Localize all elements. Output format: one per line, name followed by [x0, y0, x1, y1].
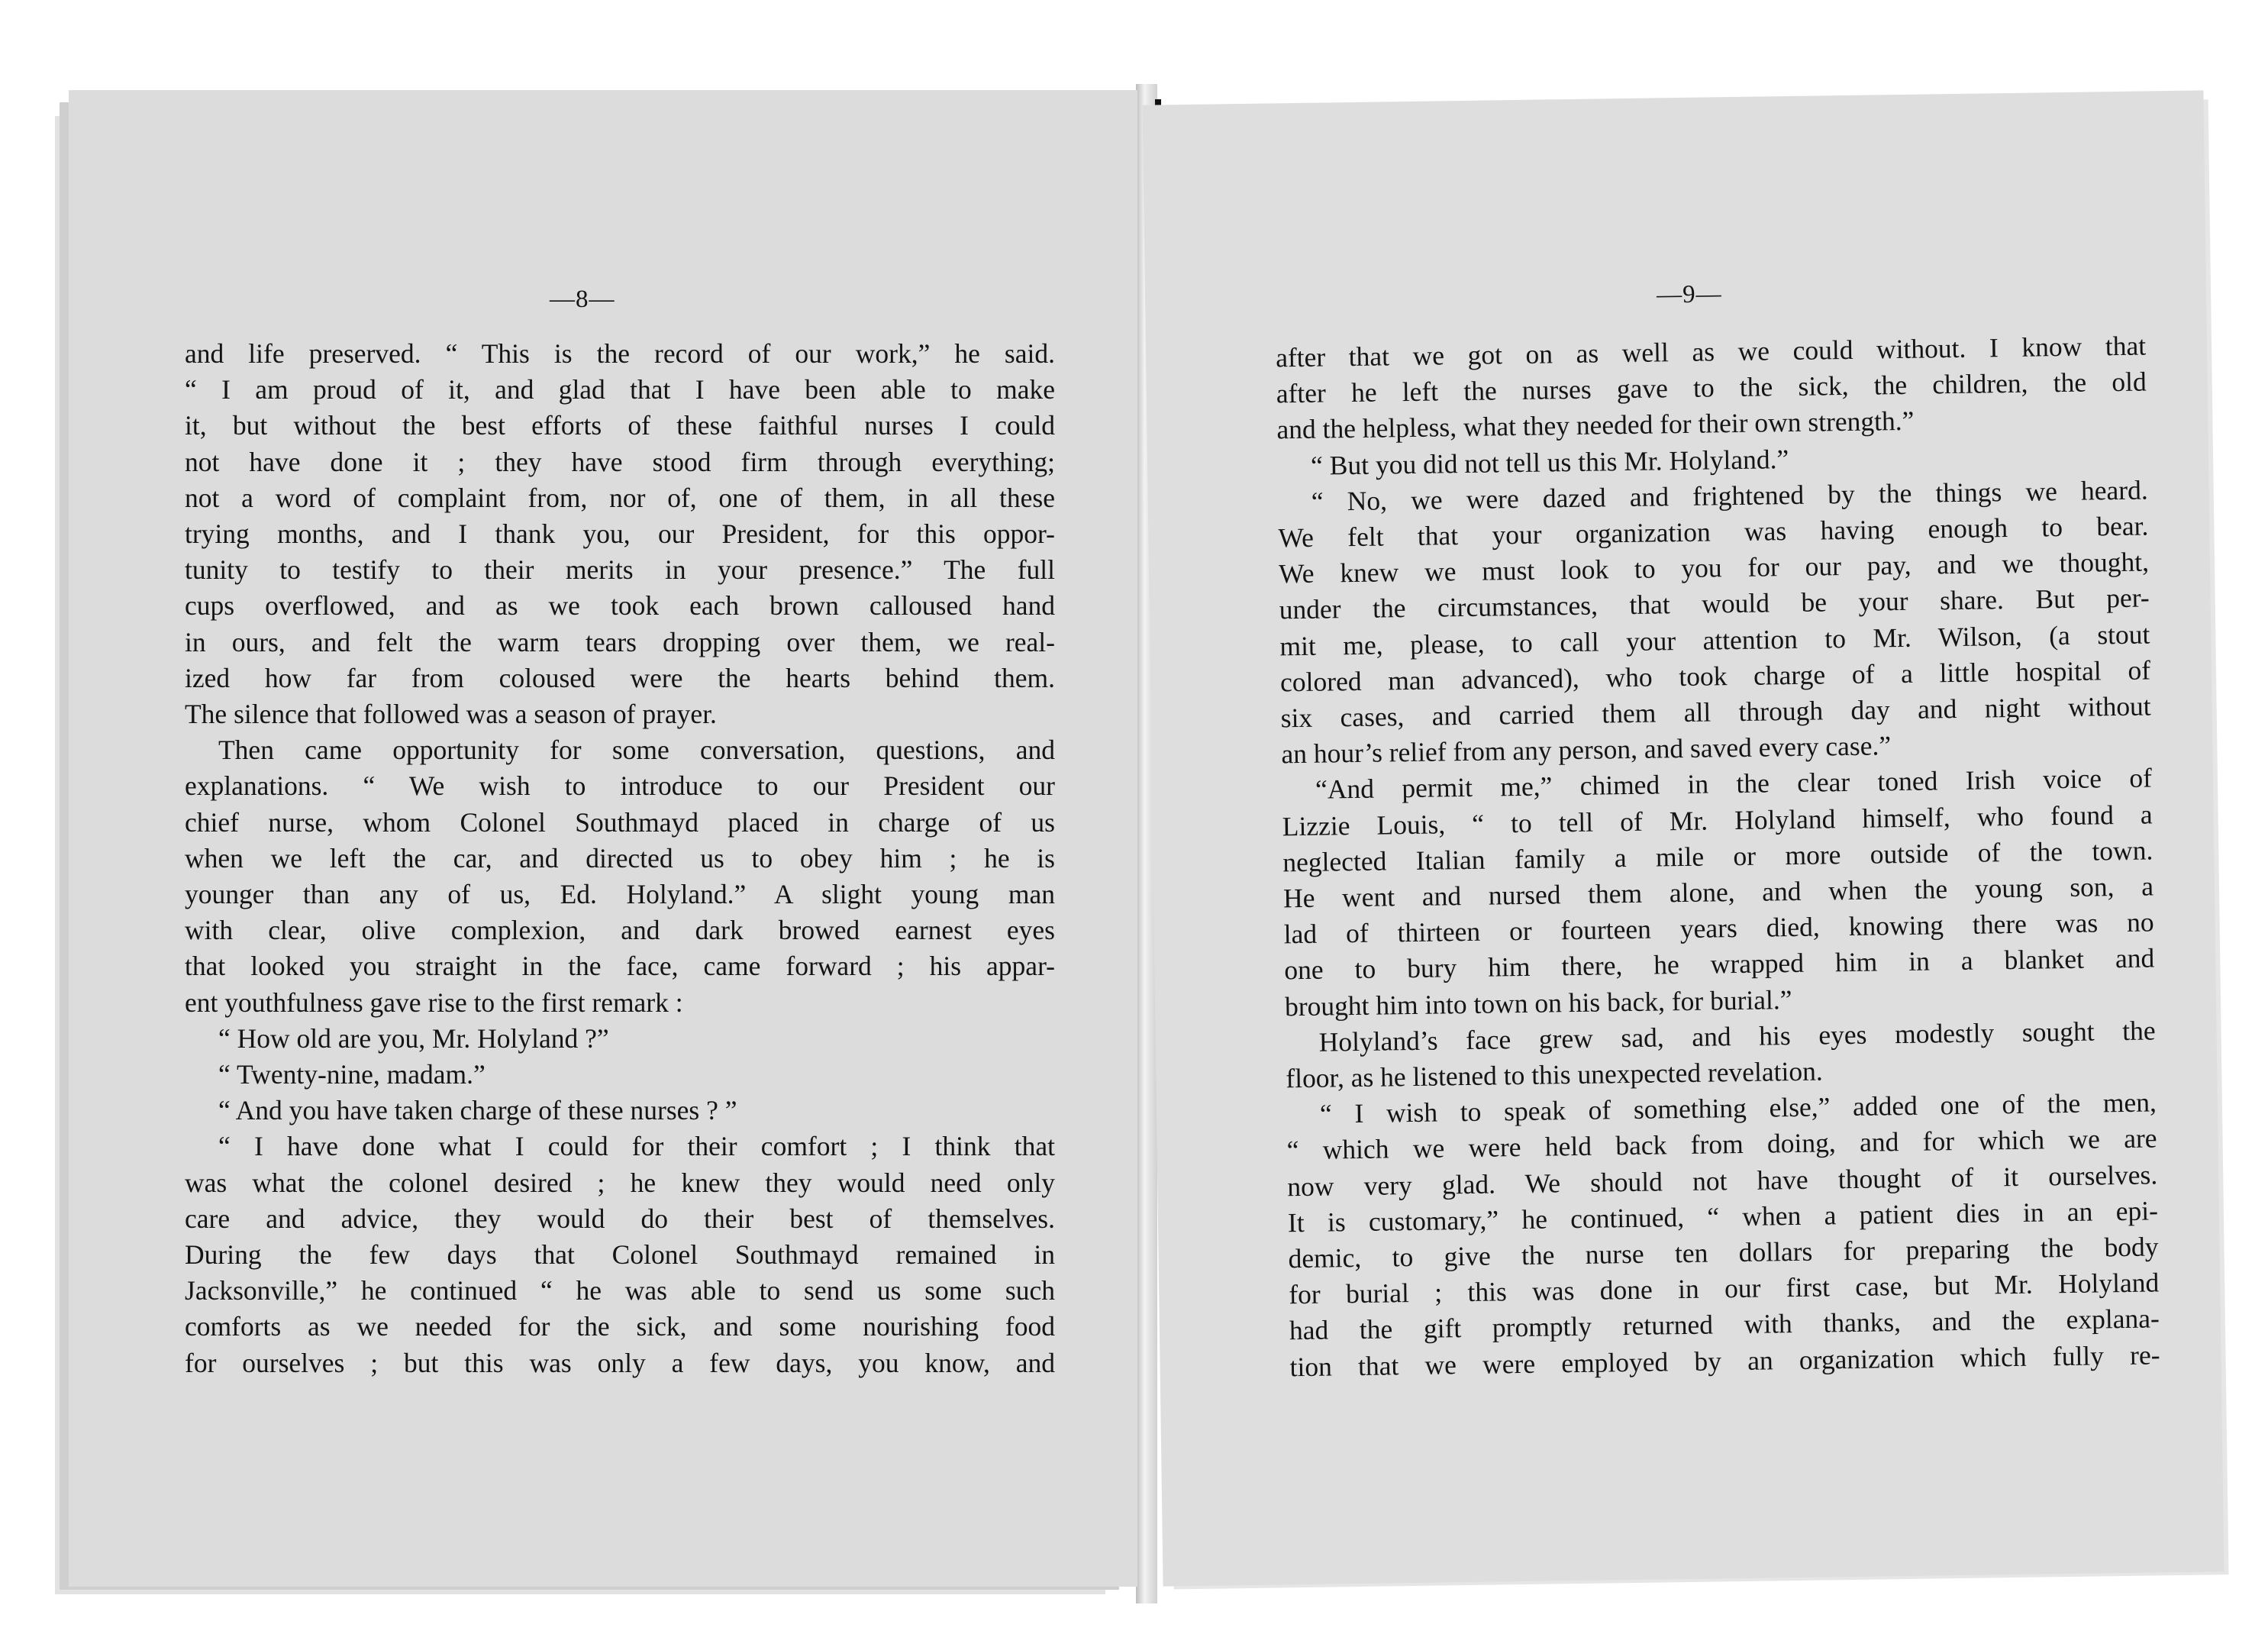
text-line: “ And you have taken charge of these nurses ? ”: [218, 1095, 737, 1126]
text-line: and life preserved. “ This is the record of our work,” he said.: [185, 338, 1055, 369]
text-line: tunity to testify to their merits in your presence.” The full: [185, 554, 1055, 586]
text-line: “ How old are you, Mr. Holyland ?”: [218, 1022, 609, 1054]
text-line: not have done it ; they have stood firm through everything;: [185, 446, 1055, 477]
text-line: that looked you straight in the face, came forward ; his appar-: [185, 951, 1055, 982]
text-line: with clear, olive complexion, and dark browed earnest eyes: [185, 915, 1055, 946]
text-line: was what the colonel desired ; he knew they would need only: [185, 1167, 1055, 1198]
text-line: “ But you did not tell us this Mr. Holyland.”: [1310, 443, 1789, 481]
text-line: an hour’s relief from any person, and saved every case.”: [1281, 730, 1892, 770]
left-page: [69, 90, 1137, 1587]
text-line: It is customary,” he continued, “ when a patient dies in an epi-: [1287, 1195, 2159, 1238]
text-line: mit me, please, to call your attention to Mr. Wilson, (a stout: [1279, 618, 2150, 661]
text-line: it, but without the best efforts of these faithful nurses I could: [185, 410, 1055, 441]
text-line: “ I have done what I could for their comfort ; I think that: [218, 1131, 1055, 1162]
text-line: floor, as he listened to this unexpected revelation.: [1286, 1055, 1823, 1094]
text-line: now very glad. We should not have thought of it ourselves.: [1287, 1159, 2158, 1202]
right-page-text: [1276, 328, 2160, 1385]
text-line: and the helpless, what they needed for their own strength.”: [1276, 405, 1915, 445]
right-page: [1143, 90, 2224, 1586]
text-line: chief nurse, whom Colonel Southmayd placed in charge of us: [185, 806, 1055, 838]
text-line: Jacksonville,” he continued “ he was able to send us some such: [185, 1275, 1055, 1306]
text-line: in ours, and felt the warm tears dropping over them, we real-: [185, 626, 1055, 657]
text-line: when we left the car, and directed us to obey him ; he is: [185, 842, 1055, 874]
text-line: During the few days that Colonel Southmayd remained in: [185, 1239, 1055, 1271]
text-line: explanations. “ We wish to introduce to our President our: [185, 770, 1055, 802]
text-line: We felt that your organization was having enough to bear.: [1278, 510, 2149, 554]
page-number-right: —9—: [1656, 280, 1722, 309]
text-line: Holyland’s face grew sad, and his eyes modestly sought the: [1318, 1015, 2156, 1058]
text-line: for burial ; this was done in our first case, but Mr. Holyland: [1289, 1267, 2160, 1310]
text-line: “ Twenty-nine, madam.”: [218, 1059, 486, 1090]
text-line: lad of thirteen or fourteen years died, knowing there was no: [1283, 906, 2154, 950]
text-line: brought him into town on his back, for burial.”: [1284, 983, 1792, 1022]
text-line: colored man advanced), who took charge of a little hospital of: [1279, 654, 2151, 698]
text-line: after that we got on as well as we could without. I know that: [1275, 330, 2147, 373]
text-line: tion that we were employed by an organization which fully re-: [1289, 1339, 2160, 1382]
text-line: comforts as we needed for the sick, and some nourishing food: [185, 1311, 1055, 1342]
text-line: “ I wish to speak of something else,” added one of the men,: [1319, 1087, 2157, 1129]
text-line: after he left the nurses gave to the sick, the children, the old: [1276, 366, 2147, 409]
text-line: The silence that followed was a season of prayer.: [185, 699, 717, 730]
text-line: six cases, and carried them all through day and night without: [1280, 690, 2151, 734]
text-line: “ I am proud of it, and glad that I have been able to make: [185, 374, 1055, 405]
text-line: under the circumstances, that would be your share. But per-: [1279, 582, 2150, 625]
text-line: “And permit me,” chimed in the clear toned Irish voice of: [1315, 762, 2153, 806]
text-line: Then came opportunity for some conversation, questions, and: [218, 735, 1055, 766]
text-line: not a word of complaint from, nor of, one of them, in all these: [185, 482, 1055, 513]
text-line: trying months, and I thank you, our President, for this oppor-: [185, 518, 1055, 550]
text-line: cups overflowed, and as we took each brown calloused hand: [185, 590, 1055, 622]
text-line: Lizzie Louis, “ to tell of Mr. Holyland himself, who found a: [1282, 799, 2153, 841]
text-line: He went and nursed them alone, and when the young son, a: [1282, 870, 2154, 914]
text-line: ent youthfulness gave rise to the first remark :: [185, 987, 683, 1018]
text-line: “ which we were held back from doing, and for which we are: [1286, 1122, 2157, 1166]
text-line: had the gift promptly returned with thanks, and the explana-: [1289, 1303, 2160, 1346]
text-line: ized how far from coloused were the hearts behind them.: [185, 662, 1055, 693]
text-line: younger than any of us, Ed. Holyland.” A slight young man: [185, 879, 1055, 910]
text-line: care and advice, they would do their best of themselves.: [185, 1203, 1055, 1234]
left-page-text: [185, 336, 1055, 1381]
text-line: for ourselves ; but this was only a few days, you know, and: [185, 1347, 1055, 1378]
text-line: demic, to give the nurse ten dollars for preparing the body: [1288, 1231, 2159, 1274]
page-number-left: —8—: [550, 286, 615, 313]
text-line: neglected Italian family a mile or more outside of the town.: [1282, 835, 2153, 878]
text-line: one to bury him there, he wrapped him in a blanket and: [1284, 942, 2155, 986]
text-line: “ No, we were dazed and frightened by the things we heard.: [1311, 474, 2148, 517]
text-line: We knew we must look to you for our pay, and we thought,: [1278, 546, 2150, 589]
